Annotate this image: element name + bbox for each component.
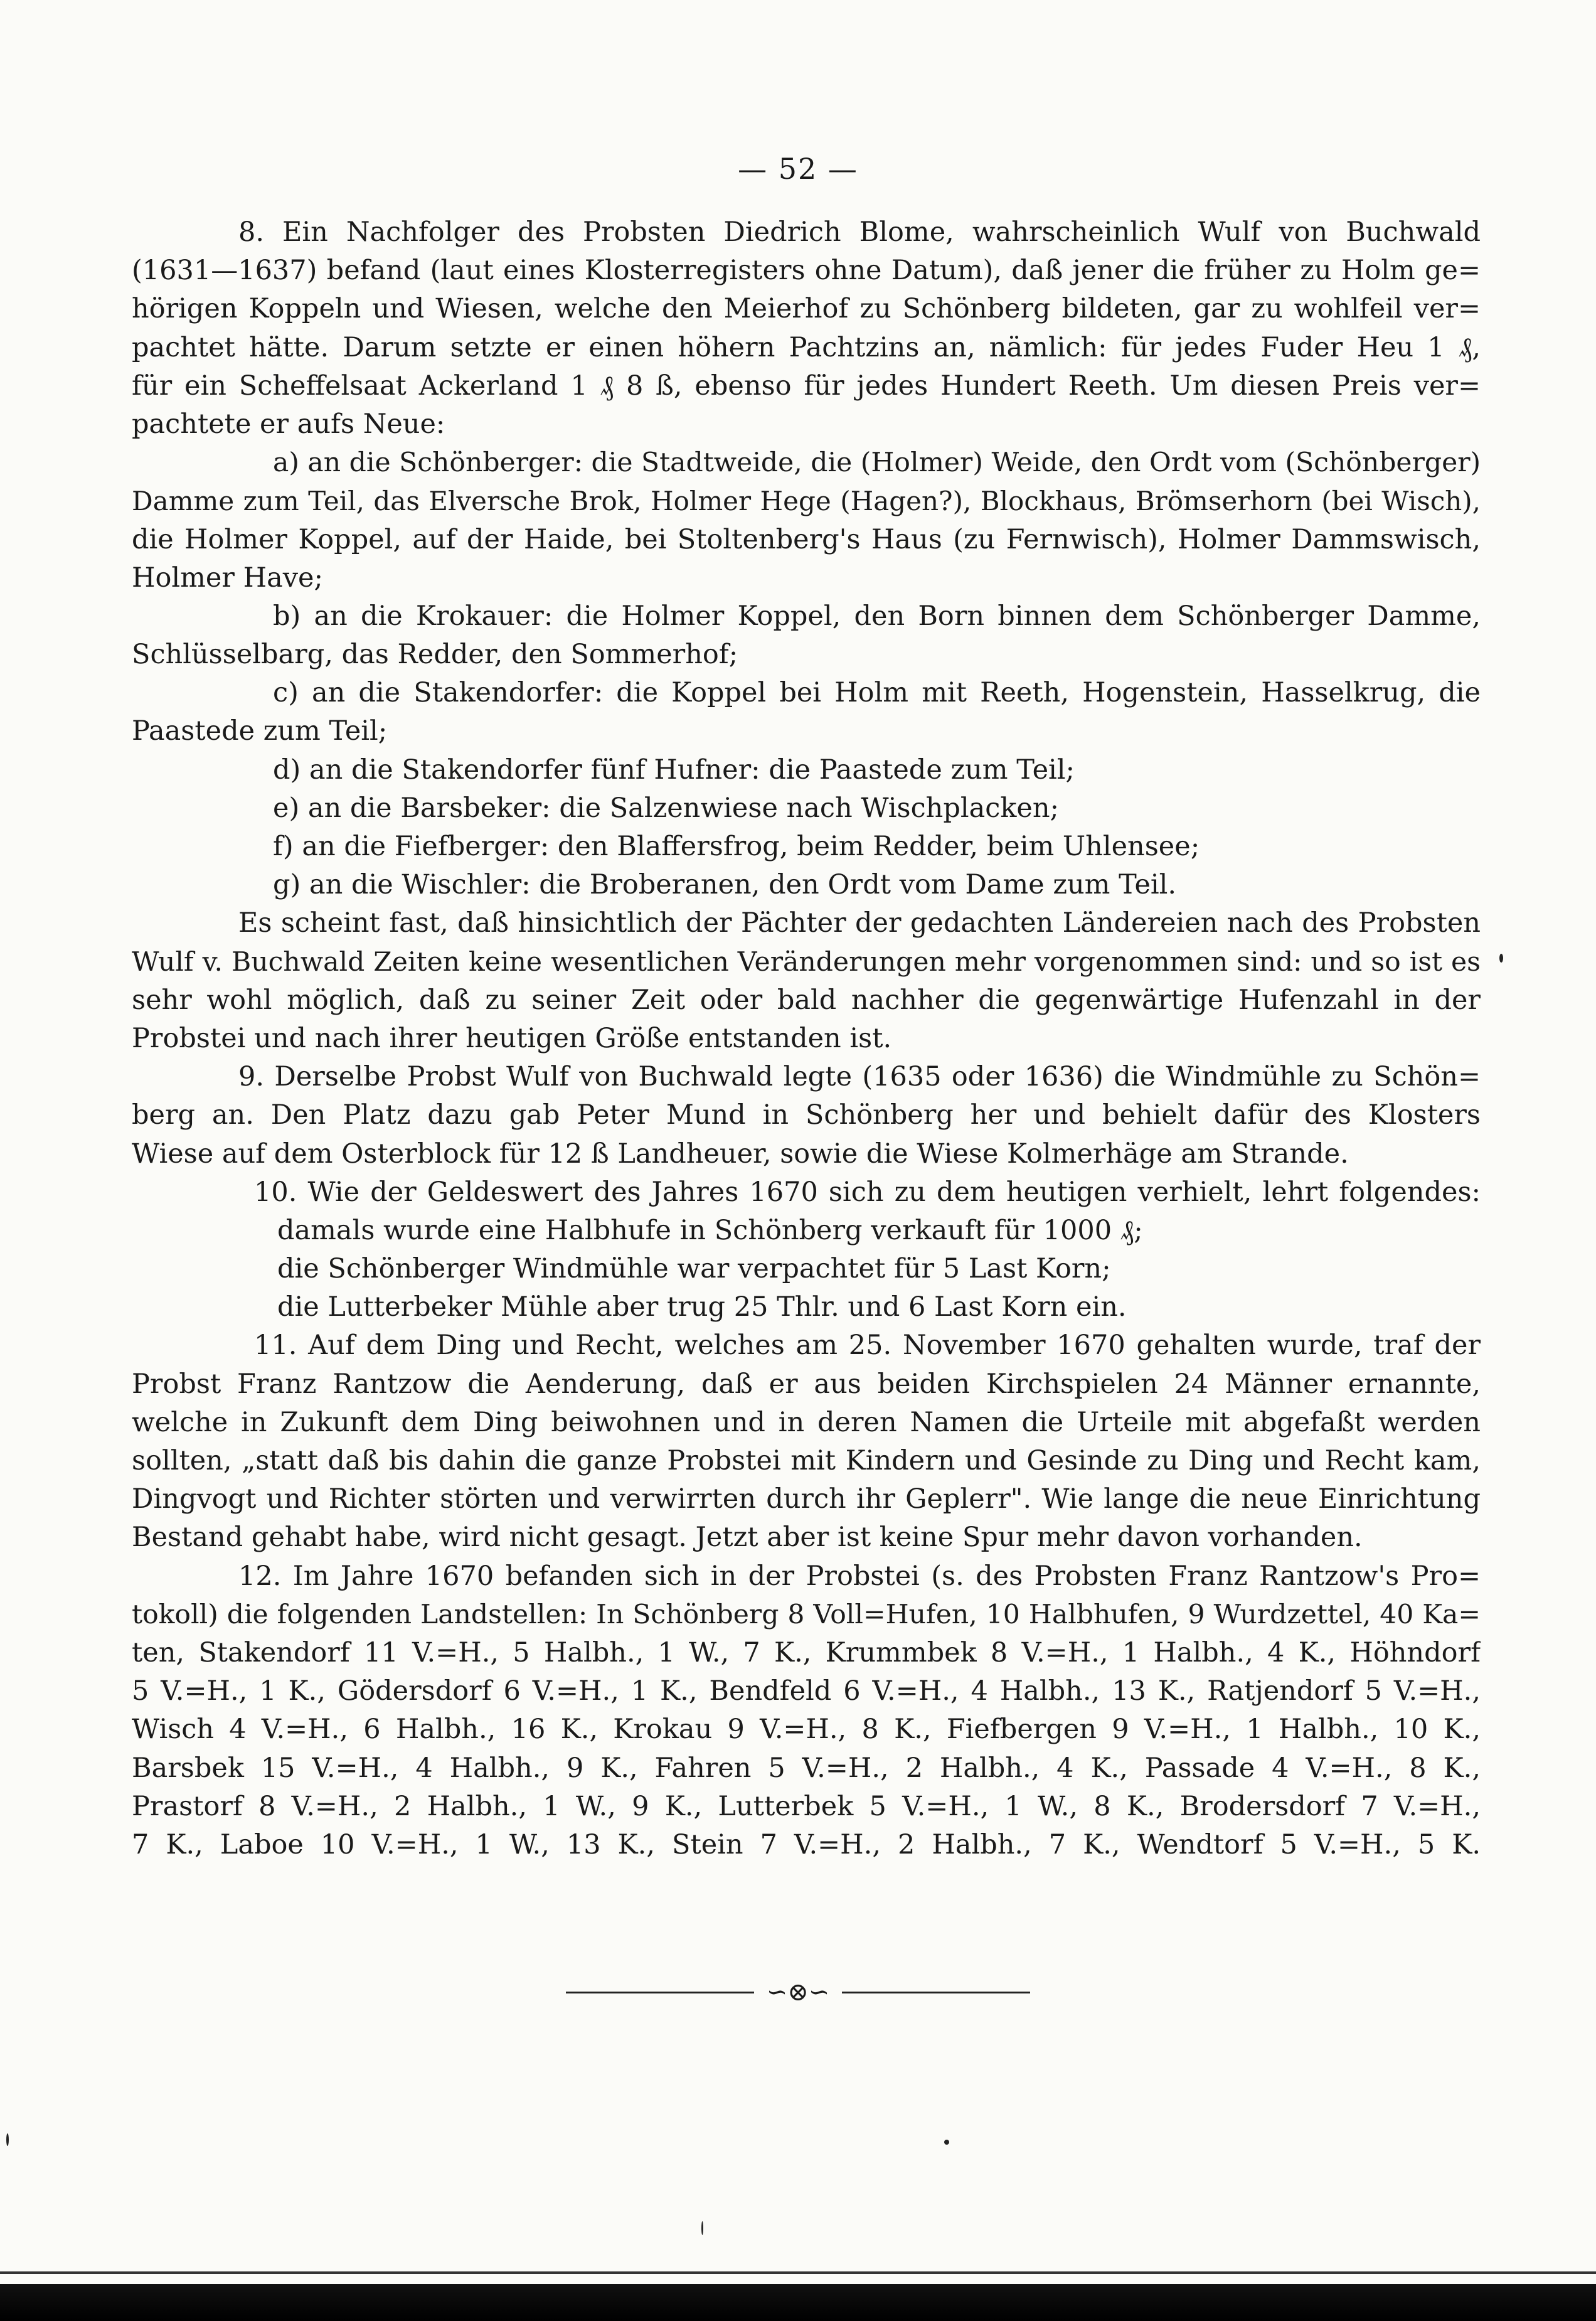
text-line: Holmer Have; <box>132 562 323 594</box>
text-line: g) an die Wischler: die Broberanen, den Ordt vom Dame zum Teil. <box>273 869 1177 901</box>
text-line: für ein Scheffelsaat Ackerland 1 ₰ 8 ß, ebenso für jedes Hundert Reeth. Um diesen Preis ver= <box>132 370 1481 402</box>
scan-speck <box>944 2140 949 2145</box>
text-line: pachtete er aufs Neue: <box>132 408 445 440</box>
scan-bottom-edge <box>0 2271 1596 2274</box>
text-line: damals wurde eine Halbhufe in Schönberg verkauft für 1000 ₰; <box>277 1214 1143 1246</box>
text-line: c) an die Stakendorfer: die Koppel bei Holm mit Reeth, Hogenstein, Hasselkrug, die <box>273 677 1481 709</box>
text-line: hörigen Koppeln und Wiesen, welche den Meierhof zu Schönberg bildeten, gar zu wohlfeil ver= <box>132 293 1481 325</box>
text-line: tokoll) die folgenden Landstellen: In Schönberg 8 Voll=Hufen, 10 Halbhufen, 9 Wurdzettel, 40 Ka= <box>132 1599 1481 1630</box>
text-line: sollten, „statt daß bis dahin die ganze Probstei mit Kindern und Gesinde zu Ding und Recht kam, <box>132 1445 1481 1476</box>
text-line: 10. Wie der Geldeswert des Jahres 1670 sich zu dem heutigen verhielt, lehrt folgendes: <box>254 1176 1481 1208</box>
text-line: ten, Stakendorf 11 V.=H., 5 Halbh., 1 W., 7 K., Krummbek 8 V.=H., 1 Halbh., 4 K., Höhndorf <box>132 1636 1481 1668</box>
ornament-rule-right <box>842 1992 1030 1993</box>
scan-bottom-edge <box>0 2284 1596 2321</box>
text-line: die Holmer Koppel, auf der Haide, bei Stoltenberg's Haus (zu Fernwisch), Holmer Dammswisch, <box>132 523 1481 555</box>
text-line: 12. Im Jahre 1670 befanden sich in der Probstei (s. des Probsten Franz Rantzow's Pro= <box>238 1560 1481 1592</box>
text-line: f) an die Fiefberger: den Blaffersfrog, beim Redder, beim Uhlensee; <box>273 831 1200 862</box>
text-line: Bestand gehabt habe, wird nicht gesagt. Jetzt aber ist keine Spur mehr davon vorhanden. <box>132 1522 1363 1554</box>
ornament-rule-left <box>566 1992 754 1993</box>
text-line: 8. Ein Nachfolger des Probsten Diedrich Blome, wahrscheinlich Wulf von Buchwald <box>238 216 1481 248</box>
scan-speck <box>6 2133 9 2146</box>
text-line: Damme zum Teil, das Elversche Brok, Holmer Hege (Hagen?), Blockhaus, Brömserhorn (bei Wisch), <box>132 486 1481 517</box>
text-line: die Lutterbeker Mühle aber trug 25 Thlr. und 6 Last Korn ein. <box>277 1291 1127 1323</box>
text-line: Es scheint fast, daß hinsichtlich der Pächter der gedachten Ländereien nach des Probsten <box>238 907 1481 939</box>
text-line: berg an. Den Platz dazu gab Peter Mund in Schönberg her und behielt dafür des Klosters <box>132 1099 1481 1131</box>
text-line: (1631—1637) befand (laut eines Klosterregisters ohne Datum), daß jener die früher zu Holm ge= <box>132 255 1481 287</box>
text-line: Schlüsselbarg, das Redder, den Sommerhof; <box>132 639 738 671</box>
text-line: sehr wohl möglich, daß zu seiner Zeit oder bald nachher die gegenwärtige Hufenzahl in der <box>132 984 1481 1016</box>
text-line: Barsbek 15 V.=H., 4 Halbh., 9 K., Fahren 5 V.=H., 2 Halbh., 4 K., Passade 4 V.=H., 8 K., <box>132 1752 1481 1784</box>
ornament-swirl-icon: ∽⊗∽ <box>766 1978 830 2007</box>
text-line: Wisch 4 V.=H., 6 Halbh., 16 K., Krokau 9 V.=H., 8 K., Fiefbergen 9 V.=H., 1 Halbh., 10 K., <box>132 1714 1481 1746</box>
end-ornament <box>0 1980 1596 2005</box>
text-line: e) an die Barsbeker: die Salzenwiese nach Wischplacken; <box>273 792 1060 824</box>
text-line: 9. Derselbe Probst Wulf von Buchwald legte (1635 oder 1636) die Windmühle zu Schön= <box>238 1061 1481 1093</box>
text-line: Probstei und nach ihrer heutigen Größe entstanden ist. <box>132 1022 892 1054</box>
body-text <box>132 213 1481 1864</box>
text-line: Probst Franz Rantzow die Aenderung, daß er aus beiden Kirchspielen 24 Männer ernannte, <box>132 1368 1481 1400</box>
text-line: die Schönberger Windmühle war verpachtet für 5 Last Korn; <box>277 1253 1111 1285</box>
scan-speck <box>701 2221 703 2235</box>
text-line: 5 V.=H., 1 K., Gödersdorf 6 V.=H., 1 K., Bendfeld 6 V.=H., 4 Halbh., 13 K., Ratjendorf 5 V.=H., <box>132 1675 1481 1707</box>
scan-speck <box>1499 954 1503 963</box>
text-line: b) an die Krokauer: die Holmer Koppel, den Born binnen dem Schönberger Damme, <box>273 600 1481 632</box>
text-line: Wiese auf dem Osterblock für 12 ß Landheuer, sowie die Wiese Kolmerhäge am Strande. <box>132 1138 1349 1170</box>
text-line: 7 K., Laboe 10 V.=H., 1 W., 13 K., Stein 7 V.=H., 2 Halbh., 7 K., Wendtorf 5 V.=H., 5 K. <box>132 1828 1481 1860</box>
page-number: — 52 — <box>738 152 858 186</box>
text-line: welche in Zukunft dem Ding beiwohnen und in deren Namen die Urteile mit abgefaßt werden <box>132 1406 1481 1438</box>
text-line: Prastorf 8 V.=H., 2 Halbh., 1 W., 9 K., Lutterbek 5 V.=H., 1 W., 8 K., Brodersdorf 7 V.=H., <box>132 1790 1481 1822</box>
text-line: d) an die Stakendorfer fünf Hufner: die Paastede zum Teil; <box>273 754 1075 786</box>
text-line: a) an die Schönberger: die Stadtweide, die (Holmer) Weide, den Ordt vom (Schönberger) <box>273 447 1481 479</box>
text-line: pachtet hätte. Darum setzte er einen höhern Pachtzins an, nämlich: für jedes Fuder Heu 1 ₰, <box>132 331 1481 363</box>
text-line: Dingvogt und Richter störten und verwirrten durch ihr Geplerr". Wie lange die neue Einrichtung <box>132 1483 1481 1515</box>
text-line: 11. Auf dem Ding und Recht, welches am 25. November 1670 gehalten wurde, traf der <box>254 1330 1481 1362</box>
text-line: Paastede zum Teil; <box>132 715 388 747</box>
text-line: Wulf v. Buchwald Zeiten keine wesentlichen Veränderungen mehr vorgenommen sind: und so ist es <box>132 946 1481 978</box>
